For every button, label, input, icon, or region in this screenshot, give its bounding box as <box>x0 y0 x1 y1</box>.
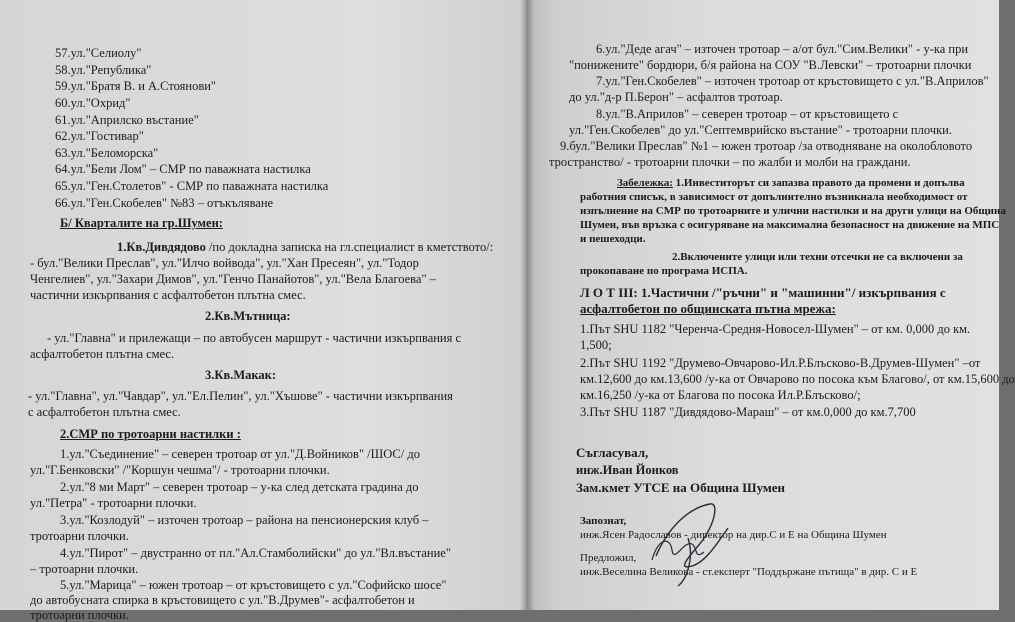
section-b-heading: Б/ Кварталите на гр.Шумен: <box>60 216 223 230</box>
text-line: км.12,600 до км.13,600 /у-ка от Овчарово по посока към Благово/, от км.15,600 до <box>580 372 1015 386</box>
agreed-label: Съгласувал, <box>576 445 649 460</box>
text-line: 1.Път SHU 1182 "Черенча-Средня-Новосел-Шумен" – от км. 0,000 до км. <box>580 322 971 336</box>
acquainted-label: Запознат, <box>580 515 627 527</box>
text-line: 9.бул."Велики Преслав" №1 – южен тротоар /за отводняване на околобловото <box>560 139 973 153</box>
lot3-heading: Л О Т III: 1.Частични /"ръчни" и "машинни"/ изкърпвания с <box>580 285 946 300</box>
divdyadovo-title: 1.Кв.Дивдядово <box>117 240 206 254</box>
list-item: 66.ул."Ген.Скобелев" №83 – отъкъляване <box>55 196 274 210</box>
divdyadovo-heading <box>117 240 493 254</box>
text-line: тротоарни плочки. <box>30 529 129 543</box>
proposed-label: Предложил, <box>580 552 637 564</box>
list-item: 58.ул."Република" <box>55 63 152 77</box>
list-item: 57.ул."Селиолу" <box>55 46 142 60</box>
note-text: 1.Инвеститорът си запазва правото да промени и допълва <box>675 177 965 189</box>
text-line: ул."Г.Бенковски" /"Коршун чешма"/ - тротоарни плочки. <box>30 463 330 477</box>
list-item: 64.ул."Бели Лом" – СМР по паважната настилка <box>55 162 311 176</box>
text-line: изпълнение на СМР по тротоарните и улични настилки и на други улици на Община <box>580 205 1006 217</box>
agreed-position: Зам.кмет УТСЕ на Община Шумен <box>576 480 786 495</box>
text-line: 2.Включените улици или техни отсечки не са включени за <box>672 251 963 263</box>
text-line: – тротоарни плочки. <box>30 562 139 576</box>
text-line: 7.ул."Ген.Скобелев" – източен тротоар от кръстовището с ул."В.Априлов" <box>596 74 989 88</box>
text-line: - ул."Главна" и прилежащи – по автобусен маршрут - частични изкърпвания с <box>47 331 462 345</box>
text-line: асфалтобетон плътна смес. <box>30 347 175 361</box>
text-line: ул."Петра" - тротоарни плочки. <box>30 496 197 510</box>
list-item: 63.ул."Беломорска" <box>55 146 159 160</box>
signature-mark <box>648 530 708 570</box>
text-line: тространство/ - тротоарни плочки – по жалби и молби на граждани. <box>549 155 911 169</box>
text-line: Ченгелиев", ул."Захари Димов", ул."Генчо Панайотов", ул."Вела Благоева" – <box>30 272 436 286</box>
right-page <box>527 0 1015 610</box>
lot3-subheading: асфалтобетон по общинската пътна мрежа: <box>580 301 836 316</box>
text-line: 2.ул."8 ми Март" – северен тротоар – у-ка след детската градина до <box>60 480 419 494</box>
text-line: - бул."Велики Преслав", ул."Илчо войвода", ул."Хан Пресеян", ул."Тодор <box>30 256 419 270</box>
text-line: прокопаване по програма ИСПА. <box>580 265 748 277</box>
text-line: "понижените" бордюри, б/я района на СОУ "В.Левски" – тротоарни плочки <box>569 58 972 72</box>
note-first-line <box>617 176 965 190</box>
matnitsa-heading: 2.Кв.Мътница: <box>205 309 291 323</box>
proposed-text: инж.Веселина Великова - ст.експерт "Поддържане пътища" в дир. С и Е <box>580 566 918 578</box>
acquainted-text: инж.Ясен Радославов - директор на дир.С и Е на Община Шумен <box>580 529 887 541</box>
makak-heading: 3.Кв.Макак: <box>205 368 276 382</box>
text-line: - ул."Главна", ул."Чавдар", ул."Ел.Пелин", ул."Хъшове" - частични изкърпвания <box>28 389 453 403</box>
text-line: 5.ул."Марица" – южен тротоар – от кръстовището с ул."Софийско шосе" <box>60 578 447 592</box>
text-line: и пешеходци. <box>580 233 646 245</box>
text-line: 3.ул."Козлодуй" – източен тротоар – района на пенсионерския клуб – <box>60 513 429 527</box>
text-line: работния списък, в зависимост от допълнително възникнала необходимост от <box>580 191 968 203</box>
text-line: 6.ул."Деде агач" – източен тротоар – а/от бул."Сим.Велики" - у-ка при <box>596 42 969 56</box>
text-line: 3.Път SHU 1187 "Дивдядово-Мараш" – от км.0,000 до км.7,700 <box>580 405 916 419</box>
sidewalks-heading: 2.СМР по тротоарни настилки : <box>60 427 241 441</box>
text-line: 4.ул."Пирот" – двустранно от пл."Ал.Стамболийски" до ул."Вл.въстание" <box>60 546 451 560</box>
text-line: 2.Път SHU 1192 "Друмево-Овчарово-Ил.Р.Блъсково-В.Друмев-Шумен" –от <box>580 356 981 370</box>
text-line: 8.ул."В.Априлов" – северен тротоар – от кръстовището с <box>596 107 899 121</box>
list-item: 59.ул."Братя В. и А.Стоянови" <box>55 79 217 93</box>
text-line: до ул."д-р П.Берон" – асфалтов тротоар. <box>569 90 783 104</box>
text-line: 1.ул."Съединение" – северен тротоар от ул."Д.Войников" /ШОС/ до <box>60 447 420 461</box>
note-label: Забележка: <box>617 177 673 189</box>
text-line: до автобусната спирка в кръстовището с ул."В.Друмев"- асфалтобетон и <box>30 593 415 607</box>
text-line: 1,500; <box>580 338 612 352</box>
list-item: 62.ул."Гостивар" <box>55 129 144 143</box>
text-line: частични изкърпвания с асфалтобетон плътна смес. <box>30 288 306 302</box>
divdyadovo-note: /по докладна записка на гл.специалист в кметството/: <box>208 240 494 254</box>
text-line: с асфалтобетон плътна смес. <box>28 405 181 419</box>
text-line: Шумен, във връзка с осигуряване на максимална безопасност на движение на МПС <box>580 219 1000 231</box>
agreed-name: инж.Иван Йонков <box>576 463 679 477</box>
list-item: 65.ул."Ген.Столетов" - СМР по паважната настилка <box>55 179 329 193</box>
page-fold-shadow <box>520 0 534 610</box>
text-line: ул."Ген.Скобелев" до ул."Септемврийско въстание" - тротоарни плочки. <box>569 123 952 137</box>
list-item: 60.ул."Охрид" <box>55 96 131 110</box>
list-item: 61.ул."Априлско въстание" <box>55 113 199 127</box>
text-line: км.16,250 /у-ка от Благова по посока Ил.Р.Блъсково/; <box>580 388 861 402</box>
text-line: тротоарни плочки. <box>30 608 129 622</box>
